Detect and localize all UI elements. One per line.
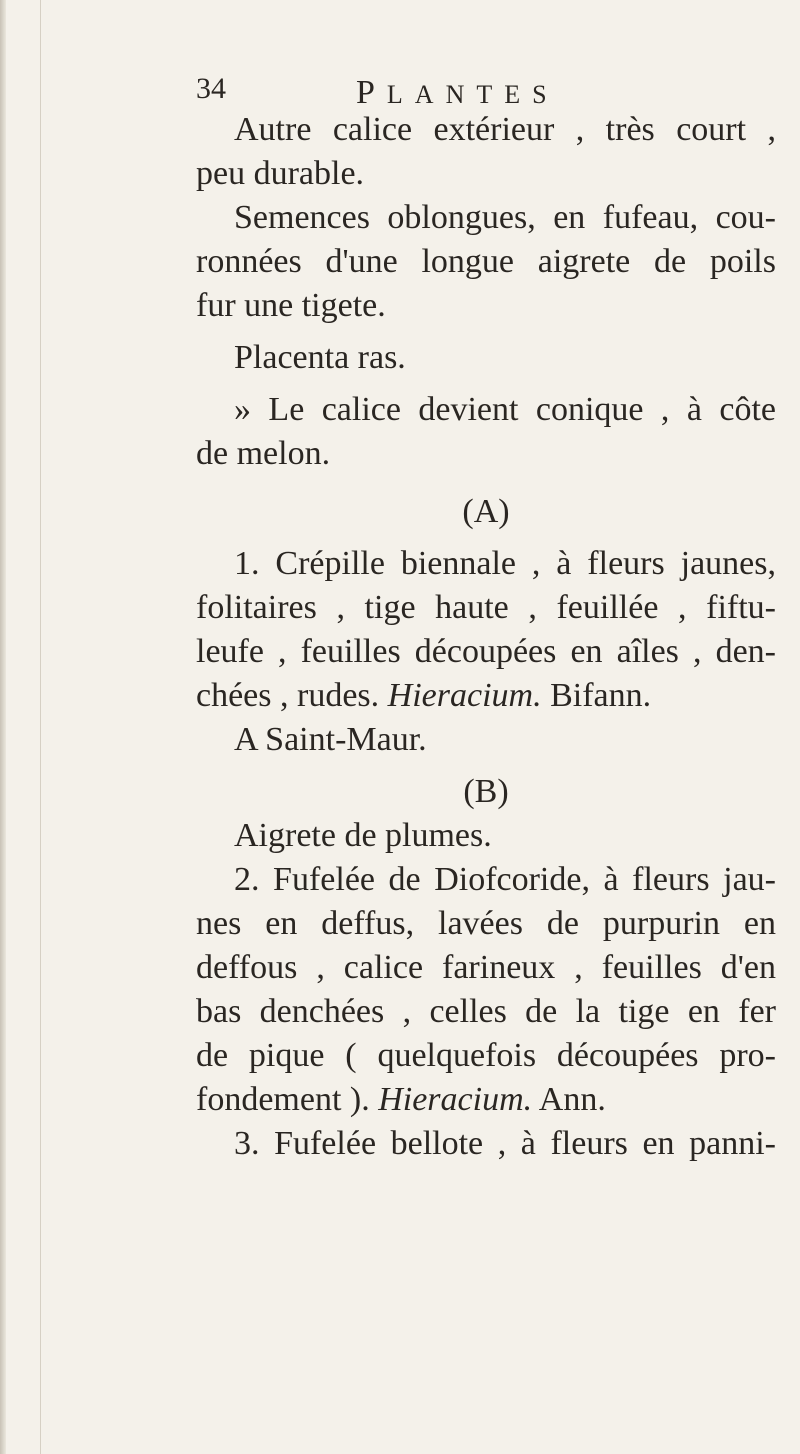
text-line: 2. Fufelée de Diofcoride, à fleurs jau- bbox=[234, 861, 776, 898]
text-segment: fondement ). bbox=[196, 1081, 370, 1118]
text-line: peu durable. bbox=[196, 155, 365, 192]
author-citation: Bifann. bbox=[550, 677, 652, 714]
section-marker-b: (B) bbox=[463, 773, 509, 810]
running-header bbox=[196, 72, 636, 112]
page-text bbox=[196, 108, 776, 1166]
text-line: de pique ( quelquefois découpées pro- bbox=[196, 1037, 776, 1074]
text-line: fur une tigete. bbox=[196, 287, 386, 324]
text-line: deffous , calice farineux , feuilles d'en bbox=[196, 949, 776, 986]
text-line bbox=[196, 674, 776, 718]
genus-name: Hieracium. bbox=[387, 677, 542, 714]
text-line: folitaires , tige haute , feuillée , fiftu- bbox=[196, 589, 776, 626]
running-title-initial: P bbox=[356, 74, 387, 111]
text-line: Semences oblongues, en fufeau, cou- bbox=[234, 199, 776, 236]
text-line: 1. Crépille biennale , à fleurs jaunes, bbox=[234, 545, 776, 582]
text-line: Autre calice extérieur , très court , bbox=[234, 111, 776, 148]
running-title bbox=[356, 74, 559, 112]
text-line: 3. Fufelée bellote , à fleurs en panni- bbox=[234, 1125, 776, 1162]
text-line: Aigrete de plumes. bbox=[234, 817, 492, 854]
text-line: bas denchées , celles de la tige en fer bbox=[196, 993, 776, 1030]
page-number: 34 bbox=[196, 72, 226, 105]
text-line: nes en deffus, lavées de purpurin en bbox=[196, 905, 776, 942]
author-citation: Ann. bbox=[538, 1081, 606, 1118]
text-line: Placenta ras. bbox=[234, 339, 406, 376]
text-line: leufe , feuilles découpées en aîles , den- bbox=[196, 633, 776, 670]
text-segment: chées , rudes. bbox=[196, 677, 380, 714]
page-edge bbox=[0, 0, 6, 1454]
text-line: » Le calice devient conique , à côte bbox=[234, 391, 776, 428]
section-marker-a: (A) bbox=[462, 493, 510, 530]
text-line: ronnées d'une longue aigrete de poils bbox=[196, 243, 776, 280]
text-line: A Saint-Maur. bbox=[234, 721, 427, 758]
genus-name: Hieracium. bbox=[378, 1081, 533, 1118]
page-fold-line bbox=[40, 0, 41, 1454]
text-line: de melon. bbox=[196, 435, 331, 472]
running-title-rest: LANTES bbox=[386, 80, 559, 109]
text-line bbox=[196, 1078, 776, 1122]
